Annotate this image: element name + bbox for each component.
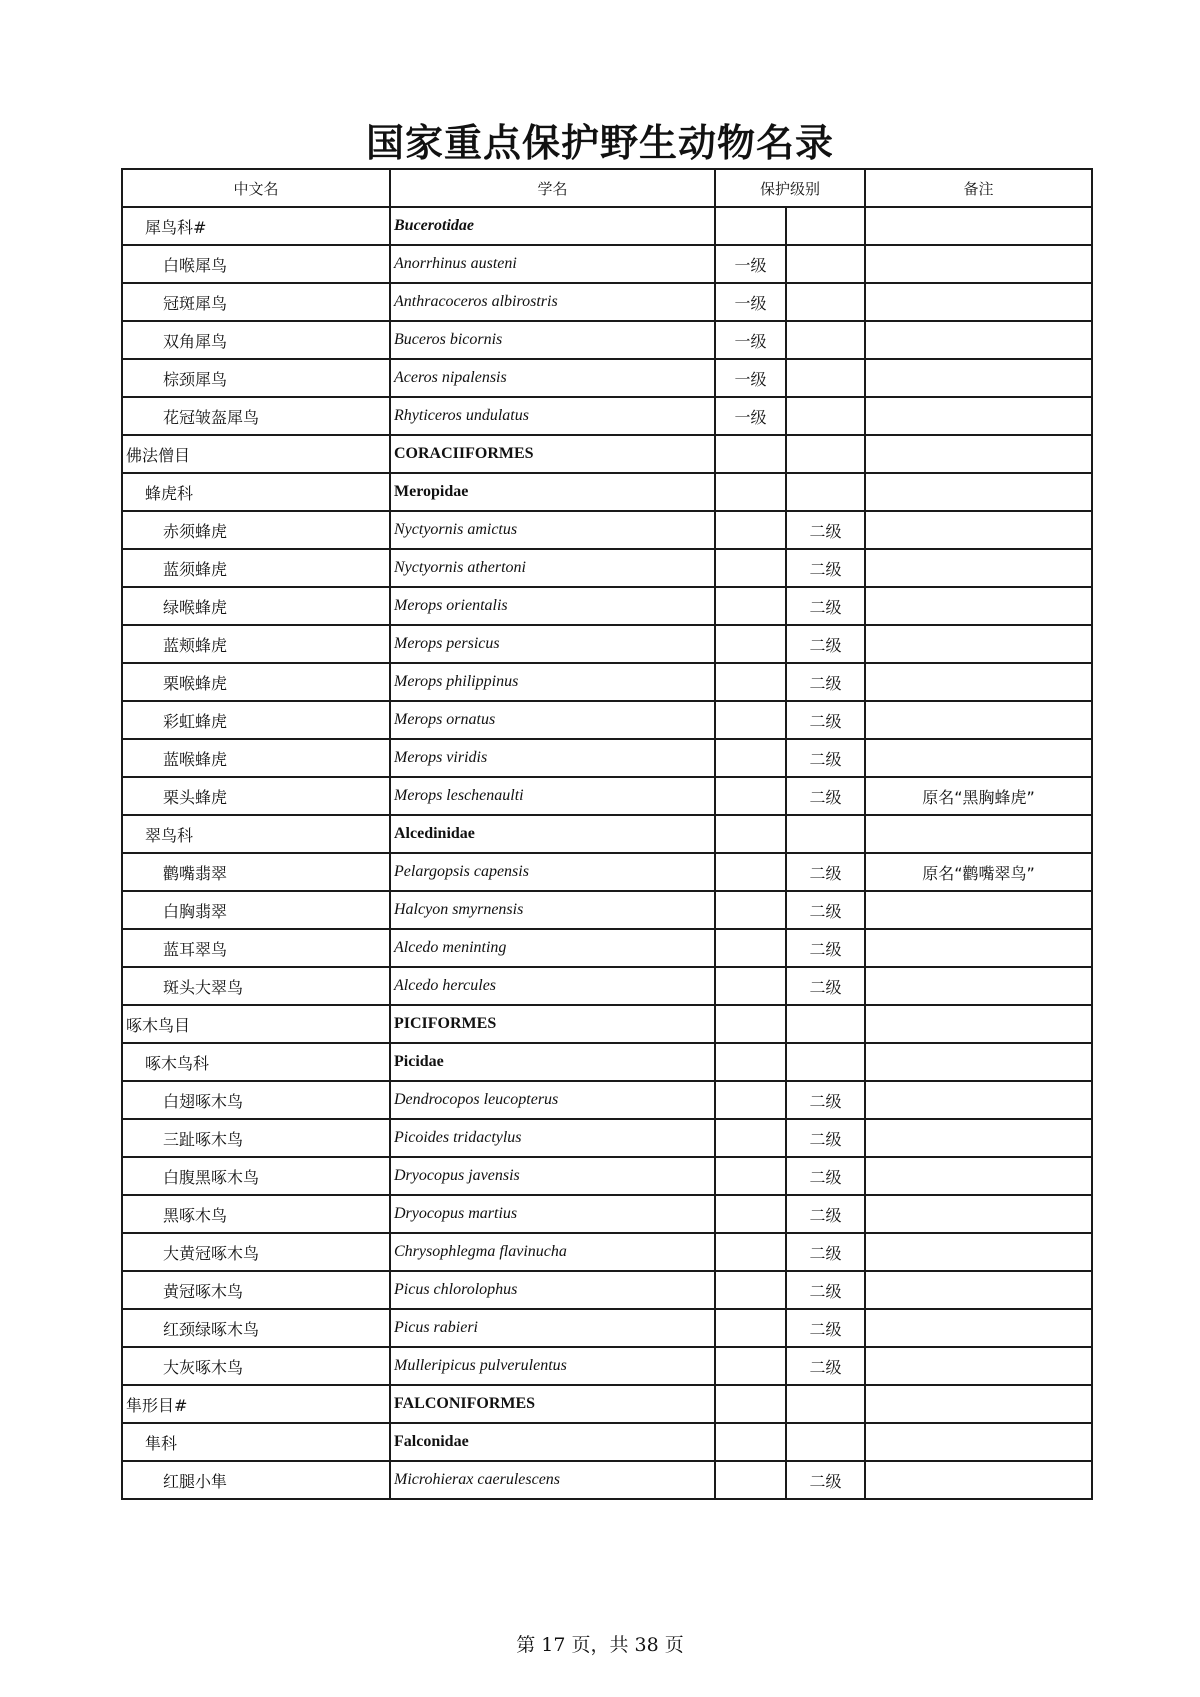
level-1-cell [715, 1119, 786, 1157]
level-2-cell [786, 435, 865, 473]
level-1-cell [715, 701, 786, 739]
level-1-cell [715, 1081, 786, 1119]
level-2-cell: 二级 [786, 891, 865, 929]
level-1-cell: 一级 [715, 245, 786, 283]
level-1-cell [715, 891, 786, 929]
table-row [122, 967, 1092, 1005]
scientific-name-cell: Rhyticeros undulatus [390, 397, 715, 435]
remark-cell [865, 1233, 1092, 1271]
chinese-name-cell: 蓝喉蜂虎 [122, 739, 390, 777]
chinese-name-cell: 白腹黑啄木鸟 [122, 1157, 390, 1195]
level-1-cell: 一级 [715, 321, 786, 359]
scientific-name-cell: Chrysophlegma flavinucha [390, 1233, 715, 1271]
chinese-name-cell: 冠斑犀鸟 [122, 283, 390, 321]
remark-cell [865, 663, 1092, 701]
level-1-cell [715, 853, 786, 891]
remark-cell [865, 435, 1092, 473]
table-row [122, 397, 1092, 435]
level-2-cell [786, 359, 865, 397]
chinese-name-cell: 白翅啄木鸟 [122, 1081, 390, 1119]
level-2-cell [786, 245, 865, 283]
table-row [122, 511, 1092, 549]
level-1-cell: 一级 [715, 359, 786, 397]
table-row [122, 435, 1092, 473]
level-1-cell [715, 1385, 786, 1423]
table-row [122, 245, 1092, 283]
scientific-name-cell: Mulleripicus pulverulentus [390, 1347, 715, 1385]
table-row [122, 1119, 1092, 1157]
scientific-name-cell: Anthracoceros albirostris [390, 283, 715, 321]
level-1-cell [715, 739, 786, 777]
scientific-name-cell: CORACIIFORMES [390, 435, 715, 473]
chinese-name-cell: 斑头大翠鸟 [122, 967, 390, 1005]
chinese-name-cell: 红腿小隼 [122, 1461, 390, 1499]
table-row [122, 663, 1092, 701]
table-row [122, 701, 1092, 739]
table-row [122, 321, 1092, 359]
chinese-name-cell: 佛法僧目 [122, 435, 390, 473]
scientific-name-cell: Dryocopus javensis [390, 1157, 715, 1195]
table-row [122, 359, 1092, 397]
chinese-name-cell: 黄冠啄木鸟 [122, 1271, 390, 1309]
level-2-cell: 二级 [786, 1233, 865, 1271]
scientific-name-cell: Bucerotidae [390, 207, 715, 245]
remark-cell [865, 701, 1092, 739]
level-2-cell: 二级 [786, 511, 865, 549]
scientific-name-cell: Merops viridis [390, 739, 715, 777]
level-1-cell [715, 1423, 786, 1461]
remark-cell [865, 1005, 1092, 1043]
level-2-cell [786, 815, 865, 853]
scientific-name-cell: Merops leschenaulti [390, 777, 715, 815]
level-2-cell: 二级 [786, 549, 865, 587]
level-2-cell [786, 1043, 865, 1081]
level-2-cell: 二级 [786, 1309, 865, 1347]
level-2-cell: 二级 [786, 1461, 865, 1499]
level-1-cell [715, 1233, 786, 1271]
remark-cell [865, 207, 1092, 245]
level-2-cell: 二级 [786, 1347, 865, 1385]
chinese-name-cell: 棕颈犀鸟 [122, 359, 390, 397]
level-2-cell: 二级 [786, 663, 865, 701]
chinese-name-cell: 啄木鸟科 [122, 1043, 390, 1081]
header-remarks: 备注 [865, 169, 1092, 207]
level-2-cell: 二级 [786, 1157, 865, 1195]
level-1-cell [715, 1195, 786, 1233]
table-row [122, 1423, 1092, 1461]
scientific-name-cell: Nyctyornis amictus [390, 511, 715, 549]
chinese-name-cell: 绿喉蜂虎 [122, 587, 390, 625]
remark-cell [865, 245, 1092, 283]
remark-cell [865, 1081, 1092, 1119]
chinese-name-cell: 红颈绿啄木鸟 [122, 1309, 390, 1347]
chinese-name-cell: 啄木鸟目 [122, 1005, 390, 1043]
remark-cell: 原名“鹳嘴翠鸟” [865, 853, 1092, 891]
remark-cell [865, 397, 1092, 435]
table-row [122, 207, 1092, 245]
chinese-name-cell: 双角犀鸟 [122, 321, 390, 359]
scientific-name-cell: Pelargopsis capensis [390, 853, 715, 891]
table-row [122, 1347, 1092, 1385]
level-2-cell [786, 1385, 865, 1423]
chinese-name-cell: 鹳嘴翡翠 [122, 853, 390, 891]
remark-cell [865, 1157, 1092, 1195]
table-header-row [122, 169, 1092, 207]
level-1-cell [715, 1157, 786, 1195]
level-1-cell [715, 1461, 786, 1499]
scientific-name-cell: FALCONIFORMES [390, 1385, 715, 1423]
level-1-cell [715, 967, 786, 1005]
table-row [122, 625, 1092, 663]
chinese-name-cell: 隼形目# [122, 1385, 390, 1423]
remark-cell [865, 815, 1092, 853]
scientific-name-cell: Picus chlorolophus [390, 1271, 715, 1309]
remark-cell [865, 549, 1092, 587]
table-row [122, 1005, 1092, 1043]
chinese-name-cell: 隼科 [122, 1423, 390, 1461]
remark-cell [865, 1347, 1092, 1385]
level-2-cell: 二级 [786, 1081, 865, 1119]
scientific-name-cell: Alcedo meninting [390, 929, 715, 967]
table-row [122, 1309, 1092, 1347]
table-row [122, 1461, 1092, 1499]
chinese-name-cell: 白胸翡翠 [122, 891, 390, 929]
level-2-cell [786, 1423, 865, 1461]
scientific-name-cell: Merops ornatus [390, 701, 715, 739]
table-row [122, 1233, 1092, 1271]
scientific-name-cell: Picoides tridactylus [390, 1119, 715, 1157]
level-1-cell [715, 473, 786, 511]
level-2-cell: 二级 [786, 1271, 865, 1309]
remark-cell [865, 511, 1092, 549]
level-1-cell [715, 587, 786, 625]
level-2-cell: 二级 [786, 929, 865, 967]
level-2-cell [786, 473, 865, 511]
scientific-name-cell: Anorrhinus austeni [390, 245, 715, 283]
scientific-name-cell: Meropidae [390, 473, 715, 511]
table-row [122, 815, 1092, 853]
remark-cell [865, 587, 1092, 625]
table-row [122, 549, 1092, 587]
remark-cell [865, 1195, 1092, 1233]
table-row [122, 1043, 1092, 1081]
level-2-cell: 二级 [786, 967, 865, 1005]
level-1-cell [715, 1043, 786, 1081]
level-2-cell: 二级 [786, 1195, 865, 1233]
chinese-name-cell: 花冠皱盔犀鸟 [122, 397, 390, 435]
scientific-name-cell: Picidae [390, 1043, 715, 1081]
level-2-cell: 二级 [786, 777, 865, 815]
remark-cell [865, 1423, 1092, 1461]
page-number: 第 17 页，共 38 页 [516, 1634, 684, 1656]
chinese-name-cell: 大灰啄木鸟 [122, 1347, 390, 1385]
level-1-cell [715, 511, 786, 549]
level-1-cell: 一级 [715, 283, 786, 321]
level-1-cell [715, 663, 786, 701]
remark-cell [865, 929, 1092, 967]
chinese-name-cell: 蓝须蜂虎 [122, 549, 390, 587]
remark-cell [865, 359, 1092, 397]
level-2-cell: 二级 [786, 701, 865, 739]
level-2-cell [786, 1005, 865, 1043]
header-scientific-name: 学名 [390, 169, 715, 207]
scientific-name-cell: Alcedo hercules [390, 967, 715, 1005]
scientific-name-cell: Microhierax caerulescens [390, 1461, 715, 1499]
table-row [122, 1195, 1092, 1233]
remark-cell [865, 739, 1092, 777]
table-row [122, 1157, 1092, 1195]
level-1-cell [715, 815, 786, 853]
scientific-name-cell: Merops persicus [390, 625, 715, 663]
chinese-name-cell: 翠鸟科 [122, 815, 390, 853]
chinese-name-cell: 赤须蜂虎 [122, 511, 390, 549]
table-row [122, 739, 1092, 777]
remark-cell [865, 321, 1092, 359]
chinese-name-cell: 蓝颊蜂虎 [122, 625, 390, 663]
level-1-cell [715, 1309, 786, 1347]
level-2-cell [786, 321, 865, 359]
remark-cell [865, 1119, 1092, 1157]
level-2-cell: 二级 [786, 625, 865, 663]
remark-cell [865, 1309, 1092, 1347]
table-row [122, 1271, 1092, 1309]
table-row [122, 929, 1092, 967]
level-1-cell [715, 625, 786, 663]
header-protection-level: 保护级别 [715, 169, 865, 207]
level-1-cell [715, 777, 786, 815]
scientific-name-cell: PICIFORMES [390, 1005, 715, 1043]
chinese-name-cell: 彩虹蜂虎 [122, 701, 390, 739]
scientific-name-cell: Alcedinidae [390, 815, 715, 853]
level-1-cell [715, 435, 786, 473]
table-row [122, 853, 1092, 891]
level-1-cell [715, 1271, 786, 1309]
remark-cell [865, 891, 1092, 929]
remark-cell [865, 1043, 1092, 1081]
scientific-name-cell: Falconidae [390, 1423, 715, 1461]
level-2-cell: 二级 [786, 739, 865, 777]
level-2-cell: 二级 [786, 587, 865, 625]
table-body [122, 207, 1092, 1499]
scientific-name-cell: Halcyon smyrnensis [390, 891, 715, 929]
scientific-name-cell: Nyctyornis athertoni [390, 549, 715, 587]
level-2-cell: 二级 [786, 853, 865, 891]
scientific-name-cell: Buceros bicornis [390, 321, 715, 359]
level-1-cell [715, 929, 786, 967]
chinese-name-cell: 黑啄木鸟 [122, 1195, 390, 1233]
table-row [122, 1385, 1092, 1423]
level-1-cell [715, 207, 786, 245]
remark-cell: 原名“黑胸蜂虎” [865, 777, 1092, 815]
table-row [122, 1081, 1092, 1119]
chinese-name-cell: 三趾啄木鸟 [122, 1119, 390, 1157]
species-table [121, 168, 1093, 1500]
chinese-name-cell: 栗喉蜂虎 [122, 663, 390, 701]
table-row [122, 283, 1092, 321]
header-chinese-name: 中文名 [122, 169, 390, 207]
scientific-name-cell: Dendrocopos leucopterus [390, 1081, 715, 1119]
chinese-name-cell: 栗头蜂虎 [122, 777, 390, 815]
remark-cell [865, 473, 1092, 511]
level-1-cell [715, 549, 786, 587]
remark-cell [865, 967, 1092, 1005]
level-2-cell [786, 397, 865, 435]
table-row [122, 587, 1092, 625]
chinese-name-cell: 蓝耳翠鸟 [122, 929, 390, 967]
level-1-cell [715, 1005, 786, 1043]
scientific-name-cell: Merops philippinus [390, 663, 715, 701]
chinese-name-cell: 大黄冠啄木鸟 [122, 1233, 390, 1271]
remark-cell [865, 625, 1092, 663]
chinese-name-cell: 蜂虎科 [122, 473, 390, 511]
remark-cell [865, 1271, 1092, 1309]
level-2-cell [786, 283, 865, 321]
scientific-name-cell: Dryocopus martius [390, 1195, 715, 1233]
remark-cell [865, 283, 1092, 321]
page-title: 国家重点保护野生动物名录 [365, 120, 834, 165]
scientific-name-cell: Picus rabieri [390, 1309, 715, 1347]
level-1-cell [715, 1347, 786, 1385]
level-1-cell: 一级 [715, 397, 786, 435]
scientific-name-cell: Merops orientalis [390, 587, 715, 625]
table-row [122, 891, 1092, 929]
scientific-name-cell: Aceros nipalensis [390, 359, 715, 397]
level-2-cell: 二级 [786, 1119, 865, 1157]
chinese-name-cell: 犀鸟科# [122, 207, 390, 245]
remark-cell [865, 1461, 1092, 1499]
table-row [122, 777, 1092, 815]
remark-cell [865, 1385, 1092, 1423]
table-row [122, 473, 1092, 511]
chinese-name-cell: 白喉犀鸟 [122, 245, 390, 283]
level-2-cell [786, 207, 865, 245]
